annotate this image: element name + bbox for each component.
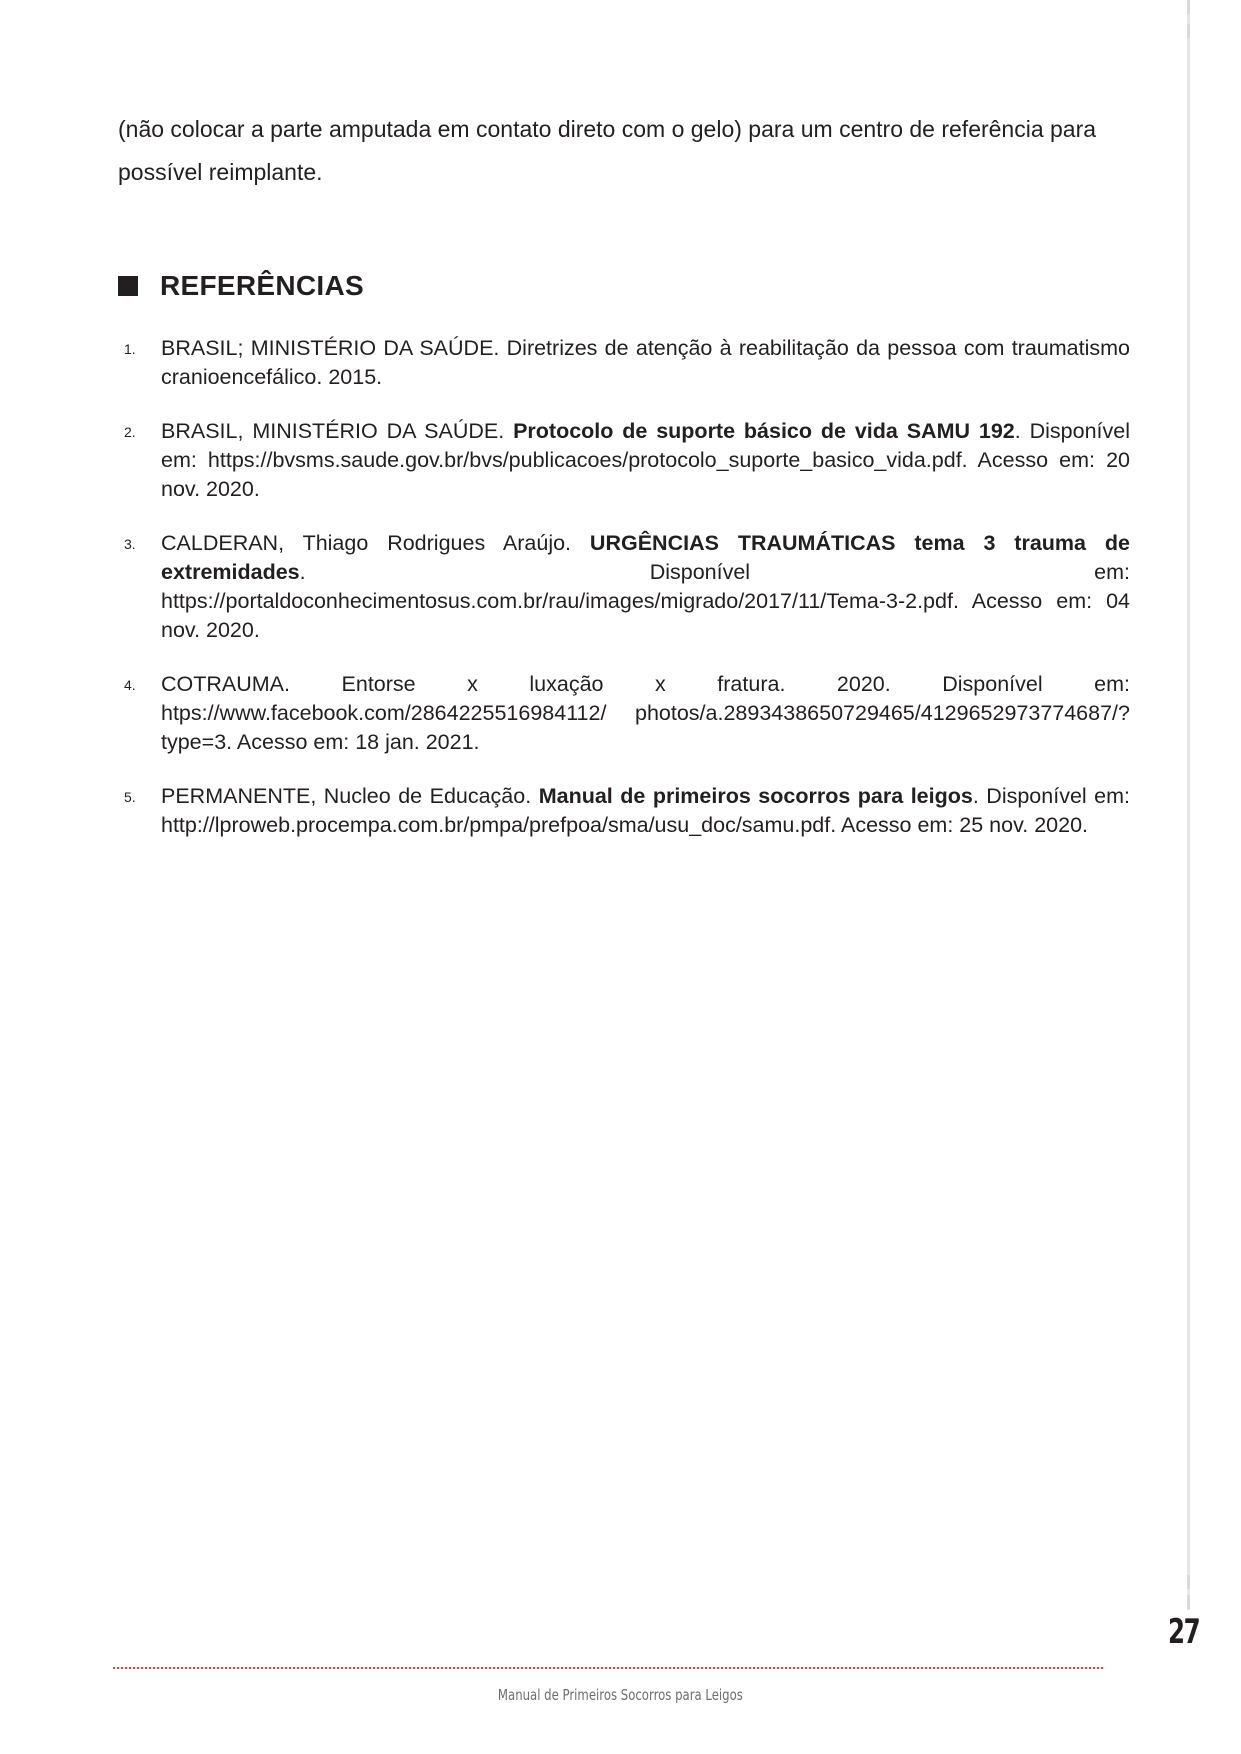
reference-number: 5. xyxy=(124,789,136,805)
reference-item xyxy=(118,782,1130,840)
page-number: 27 xyxy=(1168,1612,1200,1652)
reference-text-rest: . Disponível em: https://portaldoconhecimentosus.com.br/rau/images/migrado/2017/11/Tema-3-2.pdf. Acesso em: 04 nov. 2020. xyxy=(161,560,1130,642)
reference-text: BRASIL, MINISTÉRIO DA SAÚDE. xyxy=(161,419,514,443)
heading-square-bullet xyxy=(118,276,138,296)
reference-title-bold: Manual de primeiros socorros para leigos xyxy=(538,784,973,808)
reference-text: CALDERAN, Thiago Rodrigues Araújo. xyxy=(161,531,590,555)
margin-dash xyxy=(1187,1595,1190,1609)
reference-item xyxy=(118,670,1130,757)
reference-text-rest: . Disponível em: http://lproweb.procempa.com.br/pmpa/prefpoa/sma/usu_doc/samu.pdf. Acesso em: 25 nov. 2020. xyxy=(161,784,1130,837)
footer-title: Manual de Primeiros Socorros para Leigos xyxy=(497,1686,743,1704)
margin-dash xyxy=(1187,1575,1190,1589)
reference-text: COTRAUMA. Entorse x luxação x fratura. 2020. Disponível em: htps://www.facebook.com/2864225516984112/ photos/a.2893438650729465/4129652973774687/?type=3. Acesso em: 18 jan. 2021. xyxy=(161,672,1130,754)
section-heading xyxy=(118,270,364,302)
reference-item xyxy=(118,529,1130,645)
reference-text: BRASIL; MINISTÉRIO DA SAÚDE. Diretrizes de atenção à reabilitação da pessoa com traumatismo cranioencefálico. 2015. xyxy=(161,336,1130,389)
margin-dash xyxy=(1187,24,1190,38)
reference-item xyxy=(118,417,1130,504)
reference-number: 1. xyxy=(124,341,136,357)
page-margin-line xyxy=(1187,0,1190,1610)
reference-title-bold: URGÊNCIAS TRAUMÁTICAS tema 3 trauma de extremidades xyxy=(161,531,1130,584)
reference-text: PERMANENTE, Nucleo de Educação. xyxy=(161,784,539,808)
reference-item xyxy=(118,334,1130,392)
reference-title-bold: Protocolo de suporte básico de vida SAMU 192 xyxy=(513,419,1015,443)
reference-number: 2. xyxy=(124,424,136,440)
margin-dash xyxy=(1187,0,1190,14)
section-title: REFERÊNCIAS xyxy=(160,270,364,301)
reference-list xyxy=(118,334,1130,865)
reference-number: 3. xyxy=(124,536,136,552)
reference-number: 4. xyxy=(124,677,136,693)
footer-divider xyxy=(113,1667,1103,1669)
reference-text-rest: . Disponível em: https://bvsms.saude.gov.br/bvs/publicacoes/protocolo_suporte_basico_vida.pdf. Acesso em: 20 nov. 2020. xyxy=(161,419,1130,501)
intro-paragraph: (não colocar a parte amputada em contato direto com o gelo) para um centro de referência para possível reimplante. xyxy=(118,116,1097,185)
